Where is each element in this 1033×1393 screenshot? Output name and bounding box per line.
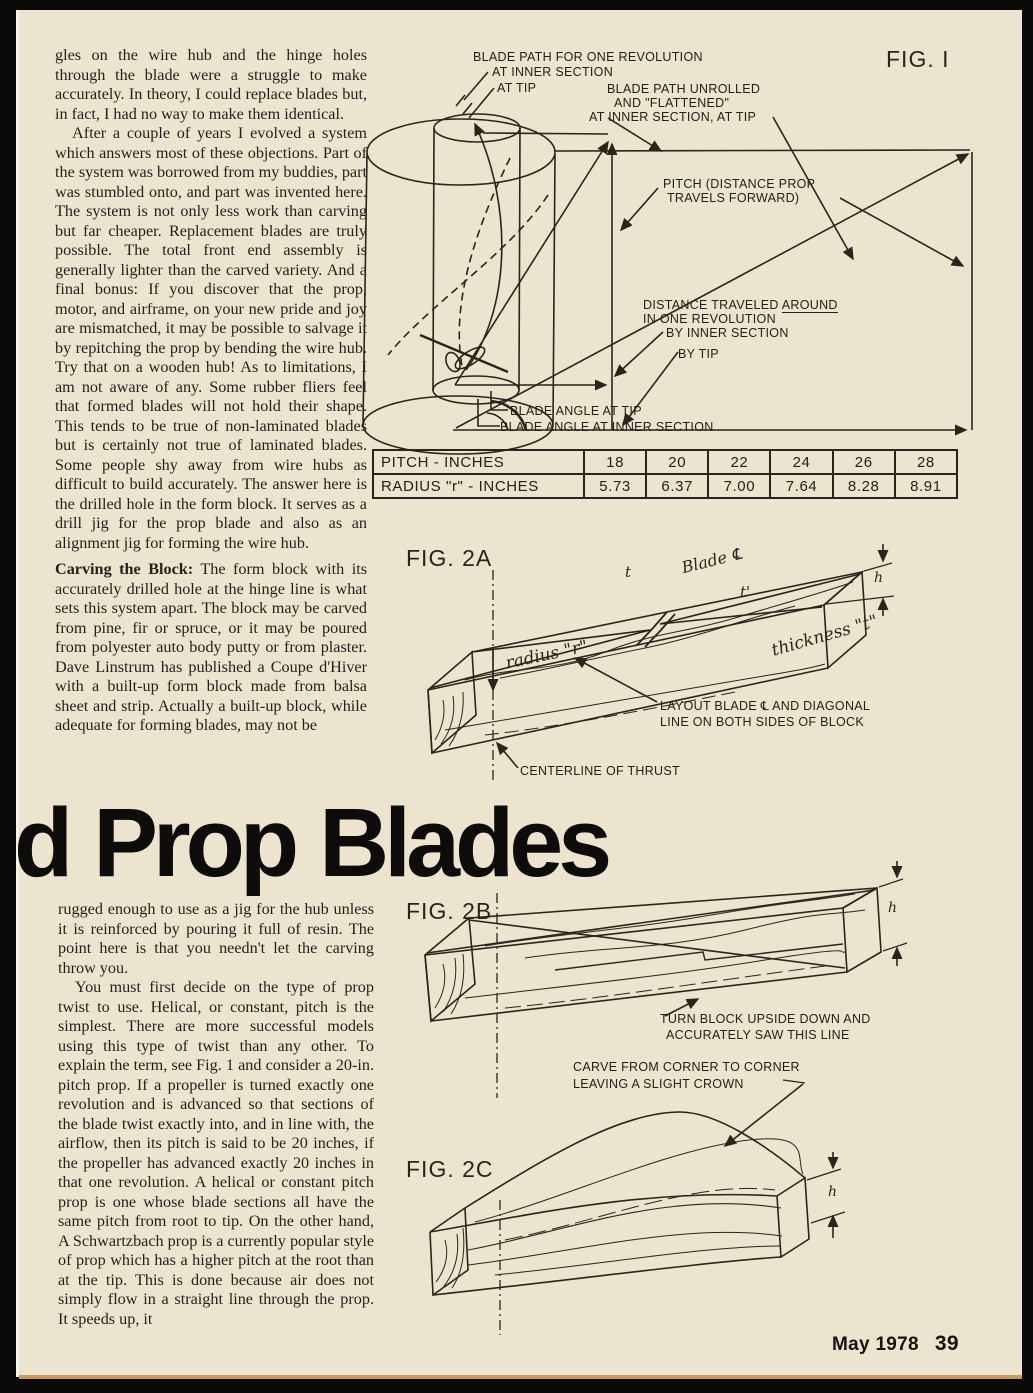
table-cell: 20 — [646, 450, 708, 474]
fig1-label-unrolled-1: BLADE PATH UNROLLED — [607, 82, 761, 96]
pitch-radius-table — [372, 449, 958, 499]
fig2a-label-thickness: thickness "t" — [769, 611, 881, 661]
table-cell: 24 — [770, 450, 832, 474]
footer-page-number: 39 — [934, 1332, 959, 1355]
fig2a-label-centerline: CENTERLINE OF THRUST — [520, 764, 680, 778]
article-column-2 — [58, 900, 374, 1329]
table-cell: 18 — [584, 450, 646, 474]
paragraph: gles on the wire hub and the hinge holes through the blade were a struggle to make accurately. In theory, I could replace blades but, in fact, I had no way to make them identical. — [55, 46, 367, 123]
fig2a-label-t: t — [625, 563, 632, 581]
table-cell-label: RADIUS "r" - INCHES — [373, 474, 584, 498]
scan-shadow — [19, 1375, 1022, 1379]
fig1-label-by-tip: BY TIP — [678, 347, 719, 361]
fig2b-label-carve-1: CARVE FROM CORNER TO CORNER — [573, 1060, 800, 1074]
fig1-label-angle-tip: BLADE ANGLE AT TIP — [510, 404, 642, 418]
fig2b-number: FIG. 2B — [406, 898, 493, 924]
scan-edge-top — [0, 0, 1033, 10]
fig2b-label-turn-2: ACCURATELY SAW THIS LINE — [666, 1028, 850, 1042]
scan-edge-bottom — [0, 1377, 1033, 1393]
fig2a-label-radius: radius "r" — [503, 636, 590, 674]
paragraph: rugged enough to use as a jig for the hub unless it is reinforced by pouring it full of resin. The point here is that you needn't let the carving throw you. — [58, 900, 374, 977]
fig2c-drawing — [405, 1050, 915, 1350]
fig2b-label-turn-1: TURN BLOCK UPSIDE DOWN AND — [660, 1012, 871, 1026]
table-cell: 5.73 — [584, 474, 646, 498]
fig1-label-blade-path: BLADE PATH FOR ONE REVOLUTION — [473, 50, 703, 64]
table-row — [373, 474, 957, 498]
fig2a-label-h: h — [874, 570, 884, 586]
footer-issue-date: May 1978 — [832, 1334, 919, 1355]
scan-edge-left — [0, 0, 16, 1393]
scan-paper-highlight — [16, 10, 19, 1377]
fig1-label-at-inner: AT INNER SECTION — [492, 65, 614, 79]
table-cell: 7.64 — [770, 474, 832, 498]
paragraph: You must first decide on the type of prop twist to use. Helical, or constant, pitch is the simplest. There are more successful models using this type of twist than any other. To explain the term, see Fig. 1 and consider a 20-in. pitch prop. If a propeller is turned exactly one revolution and is advanced so that sections of the blade twist exactly into, and in line with, the airflow, then its pitch is said to be 20 inches, if the propeller has advanced exactly 20 inches in that one revolution. A helical or constant pitch prop is one whose blade sections all have the same pitch from root to tip. On the other hand, A Schwartzbach prop is a currently popular style of prop which has a higher pitch at the root than at the tip. This is done because air does not simply flow in a straight line through the prop. It speeds up, it — [58, 978, 375, 1328]
fig2b-label-h: h — [888, 900, 898, 916]
fig2a-label-layout-2: LINE ON BOTH SIDES OF BLOCK — [660, 715, 864, 729]
paragraph: After a couple of years I evolved a system which answers most of these objections. Part of the system was borrowed from my buddies, part was stumbled onto, and part was invented here. The system is not only less work than carving but far cheaper. Replacement blades are truly possible. The total front end assembly is generally lighter than the carved variety. And a final bonus: If you discover that the prop, motor, and airframe, on your new pride and joy are mismatched, it may be possible to salvage it by repitching the prop by bending the wire hub. Try that on a wooden hub! As to limitations, I am not aware of any. Some rubber fliers feel that formed blades will not hold their shape. This tends to be true of non-laminated blades but is certainly not true of laminated blades. Some people shy away from wire hubs as difficult to build accurately. The answer here is the drilled hole in the form block. It serves as a drill jig for the prop blade and also as an alignment jig for forming the wire hub. — [55, 124, 367, 552]
run-in-heading: Carving the Block: — [55, 560, 194, 578]
page-footer — [832, 1332, 959, 1356]
table-cell: 26 — [833, 450, 895, 474]
fig1-label-by-inner: BY INNER SECTION — [666, 326, 789, 340]
table-row — [373, 450, 957, 474]
article-column-1 — [55, 46, 367, 736]
fig1-label-distance-around: AROUND — [781, 298, 838, 312]
table-cell: 7.00 — [708, 474, 770, 498]
table-cell: 8.28 — [833, 474, 895, 498]
fig2c-label-h: h — [828, 1184, 838, 1200]
fig2a-label-blade-centerline: Blade ℄ — [679, 543, 744, 578]
scan-edge-right — [1022, 0, 1033, 1393]
fig1-label-pitch-1: PITCH (DISTANCE PROP — [663, 177, 816, 191]
fig1-label-distance-2: IN ONE REVOLUTION — [643, 312, 776, 326]
fig1-label-pitch-2: TRAVELS FORWARD) — [667, 191, 800, 205]
table-cell: 8.91 — [895, 474, 957, 498]
fig2b-label-carve-2: LEAVING A SLIGHT CROWN — [573, 1077, 744, 1091]
fig2a-label-layout-1: LAYOUT BLADE ℄ AND DIAGONAL — [660, 699, 871, 713]
paragraph-text: The form block with its accurately drilled hole at the hinge line is what sets this system apart. The block may be carved from pine, fir or spruce, or it may be poured from polyester auto body putty or from plaster. Dave Linstrum has published a Coupe d'Hiver with a built-up form block made from balsa sheet and strip. Actually a built-up block, while adequate for forming blades, may not be — [55, 560, 367, 734]
table-cell: 6.37 — [646, 474, 708, 498]
fig1-label-unrolled-3: AT INNER SECTION, AT TIP — [589, 110, 757, 124]
fig1-label-distance-text: DISTANCE TRAVELED — [643, 298, 782, 312]
fig1-label-at-tip: AT TIP — [497, 81, 537, 95]
fig1-label-distance — [643, 298, 838, 312]
fig2c-number: FIG. 2C — [406, 1156, 494, 1182]
paragraph — [55, 560, 367, 736]
table-cell-label: PITCH - INCHES — [373, 450, 584, 474]
fig1-label-angle-inner: BLADE ANGLE AT INNER SECTION — [500, 420, 714, 434]
table-cell: 28 — [895, 450, 957, 474]
fig2a-number: FIG. 2A — [406, 545, 493, 571]
fig1-number: FIG. I — [886, 46, 950, 72]
fig2a-label-t-prime: t' — [740, 583, 751, 601]
fig1-label-unrolled-2: AND "FLATTENED" — [614, 96, 730, 110]
table-cell: 22 — [708, 450, 770, 474]
page-title: d Prop Blades — [14, 788, 608, 897]
